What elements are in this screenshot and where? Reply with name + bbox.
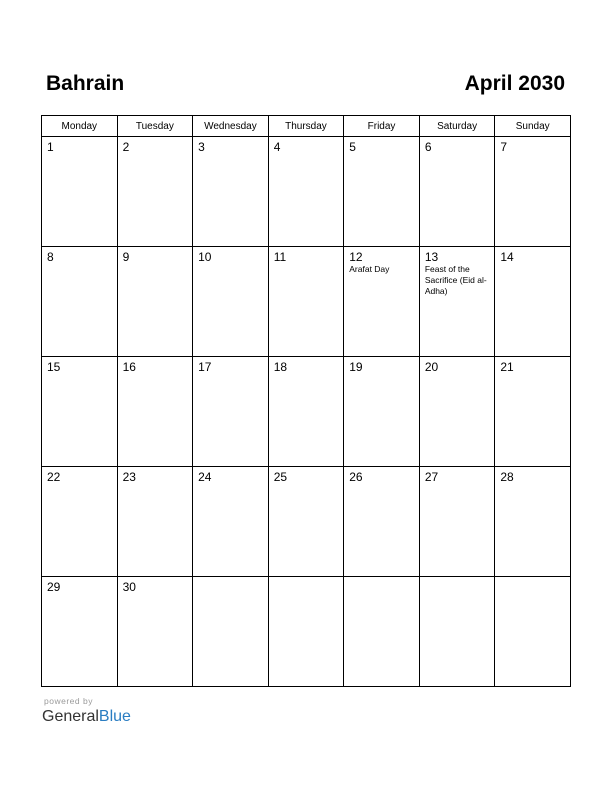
country-title: Bahrain [46,72,125,95]
week-row [42,467,571,577]
day-cell [344,577,420,687]
day-number: 5 [349,140,356,154]
day-number: 13 [424,250,439,264]
day-cell [344,247,420,357]
week-row [42,357,571,467]
day-number: 22 [47,470,61,484]
weekday-header: Tuesday [117,116,193,137]
day-number: 29 [47,580,61,594]
day-cell [419,247,495,357]
day-number: 7 [500,140,508,154]
day-number: 17 [198,360,212,374]
weekday-header: Friday [344,116,420,137]
day-number: 23 [122,470,136,484]
week-row [42,247,571,357]
day-cell [268,247,344,357]
day-number [495,577,570,580]
day-cell [344,467,420,577]
brand-footer [42,696,131,728]
day-cell [42,247,118,357]
day-cell [193,577,269,687]
week-row [42,577,571,687]
day-cell [495,247,571,357]
day-cell [193,357,269,467]
day-number: 16 [122,360,136,374]
day-number: 1 [47,140,54,154]
day-cell [419,467,495,577]
day-cell [193,137,269,247]
day-number: 14 [500,250,514,264]
day-cell [42,357,118,467]
day-cell [117,357,193,467]
day-number [269,577,344,580]
brand-general-text: General [42,708,99,725]
brand-blue-text: Blue [98,708,131,725]
weekday-header-row [42,116,571,137]
day-number: 26 [349,470,363,484]
day-cell [344,137,420,247]
day-cell [419,137,495,247]
holiday-label: Feast of the Sacrifice (Eid al-Adha) [424,264,487,296]
powered-by-label: powered by [44,696,93,706]
day-cell [268,467,344,577]
day-number: 25 [273,470,288,484]
day-number: 27 [424,470,439,484]
day-number: 8 [47,250,54,264]
day-number: 2 [122,140,130,154]
weekday-header: Wednesday [193,116,269,137]
day-cell [344,357,420,467]
day-number: 11 [273,250,287,264]
day-number: 4 [273,140,281,154]
day-cell [495,467,571,577]
day-cell [42,137,118,247]
day-cell [193,467,269,577]
brand-logo [42,706,131,728]
calendar-grid [41,115,571,687]
holiday-label: Arafat Day [349,264,390,274]
day-number: 3 [198,140,205,154]
day-number [420,577,495,580]
day-cell [117,137,193,247]
day-cell [117,577,193,687]
day-number: 18 [273,360,288,374]
day-number: 15 [47,360,61,374]
day-cell [495,357,571,467]
day-cell [42,577,118,687]
day-cell [495,137,571,247]
weekday-header: Saturday [419,116,495,137]
day-cell [268,577,344,687]
day-cell [419,357,495,467]
weekday-header: Sunday [495,116,571,137]
weekday-header: Monday [42,116,118,137]
day-number: 9 [122,250,130,264]
day-number: 12 [349,250,363,264]
day-cell [117,247,193,357]
day-cell [495,577,571,687]
day-number: 10 [198,250,212,264]
day-number: 24 [198,470,212,484]
month-year-title: April 2030 [464,72,565,95]
day-cell [268,137,344,247]
day-number: 28 [500,470,514,484]
day-number: 21 [500,360,514,374]
day-number: 6 [424,140,432,154]
day-cell [268,357,344,467]
day-cell [117,467,193,577]
day-number [344,577,419,580]
day-cell [419,577,495,687]
day-number: 19 [349,360,363,374]
day-cell [193,247,269,357]
weekday-header: Thursday [268,116,344,137]
day-cell [42,467,118,577]
week-row [42,137,571,247]
day-number [193,577,268,580]
day-number: 30 [122,580,136,594]
day-number: 20 [424,360,439,374]
